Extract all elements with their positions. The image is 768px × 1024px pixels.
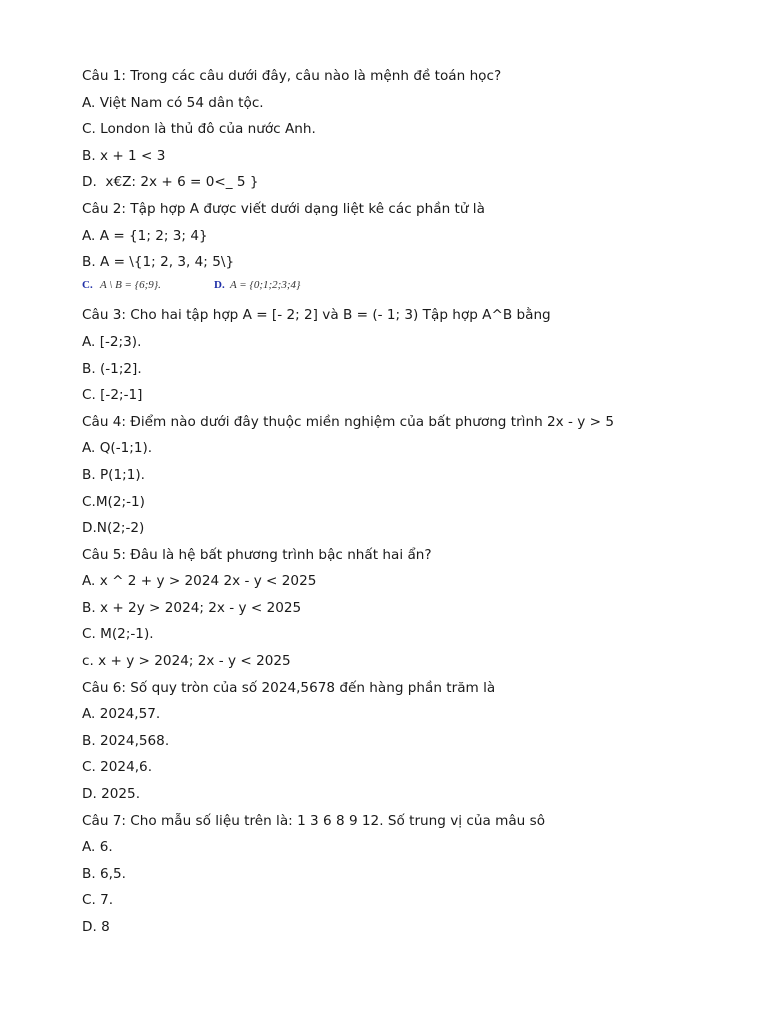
answer-5b: B. x + 2y > 2024; 2x - y < 2025 — [82, 599, 302, 616]
answer-7b: B. 6,5. — [82, 865, 126, 882]
answer-4a: A. Q(-1;1). — [82, 440, 153, 457]
answer-5a: A. x ^ 2 + y > 2024 2x - y < 2025 — [82, 573, 317, 590]
question-5: Câu 5: Đâu là hệ bất phương trình bậc nhất hai ẩn? — [82, 546, 432, 563]
answer-2d-text: A = {0;1;2;3;4} — [230, 278, 301, 291]
answer-7a: A. 6. — [82, 839, 113, 856]
question-1: Câu 1: Trong các câu dưới đây, câu nào là mệnh đề toán học? — [82, 68, 502, 84]
answer-2b: B. A = \{1; 2, 3, 4; 5\} — [82, 254, 235, 271]
answer-6b: B. 2024,568. — [82, 732, 170, 749]
question-2: Câu 2: Tập hợp A được viết dưới dạng liệt kê các phần tử là — [82, 200, 485, 217]
answer-3a: A. [-2;3). — [82, 333, 142, 350]
answer-1a: A. Việt Nam có 54 dân tộc. — [82, 94, 264, 111]
question-list — [82, 66, 742, 944]
answer-4b: B. P(1;1). — [82, 466, 145, 483]
answer-7d: D. 8 — [82, 919, 110, 935]
answer-1d: D. x€Z: 2x + 6 = 0<_ 5 } — [82, 174, 259, 191]
answer-3b: B. (-1;2]. — [82, 360, 142, 377]
answer-1b: B. x + 1 < 3 — [82, 147, 166, 164]
answer-2c-label: C. — [82, 278, 93, 291]
answer-1c: C. London là thủ đô của nước Anh. — [82, 121, 316, 138]
answer-4c: C.M(2;-1) — [82, 493, 145, 510]
answer-6a: A. 2024,57. — [82, 706, 161, 723]
answer-2c-text: A \ B = {6;9}. — [100, 278, 161, 291]
answer-2d-label: D. — [214, 278, 225, 291]
question-4: Câu 4: Điểm nào dưới đây thuộc miền nghiệm của bất phương trình 2x - y > 5 — [82, 413, 614, 430]
answer-5c: C. M(2;-1). — [82, 626, 154, 643]
answer-2-image-row — [82, 279, 742, 306]
answer-6c: C. 2024,6. — [82, 759, 153, 776]
answer-3c: C. [-2;-1] — [82, 387, 143, 404]
question-7: Câu 7: Cho mẫu số liệu trên là: 1 3 6 8 9 12. Số trung vị của mâu sô — [82, 812, 546, 829]
answer-5d: c. x + y > 2024; 2x - y < 2025 — [82, 653, 291, 670]
answer-2a: A. A = {1; 2; 3; 4} — [82, 227, 208, 244]
answer-7c: C. 7. — [82, 892, 114, 909]
answer-4d: D.N(2;-2) — [82, 520, 145, 537]
answer-6d: D. 2025. — [82, 786, 141, 803]
question-3: Câu 3: Cho hai tập hợp A = [- 2; 2] và B = (- 1; 3) Tập hợp A^B bằng — [82, 307, 551, 324]
question-6: Câu 6: Số quy tròn của số 2024,5678 đến hàng phần trăm là — [82, 679, 496, 696]
